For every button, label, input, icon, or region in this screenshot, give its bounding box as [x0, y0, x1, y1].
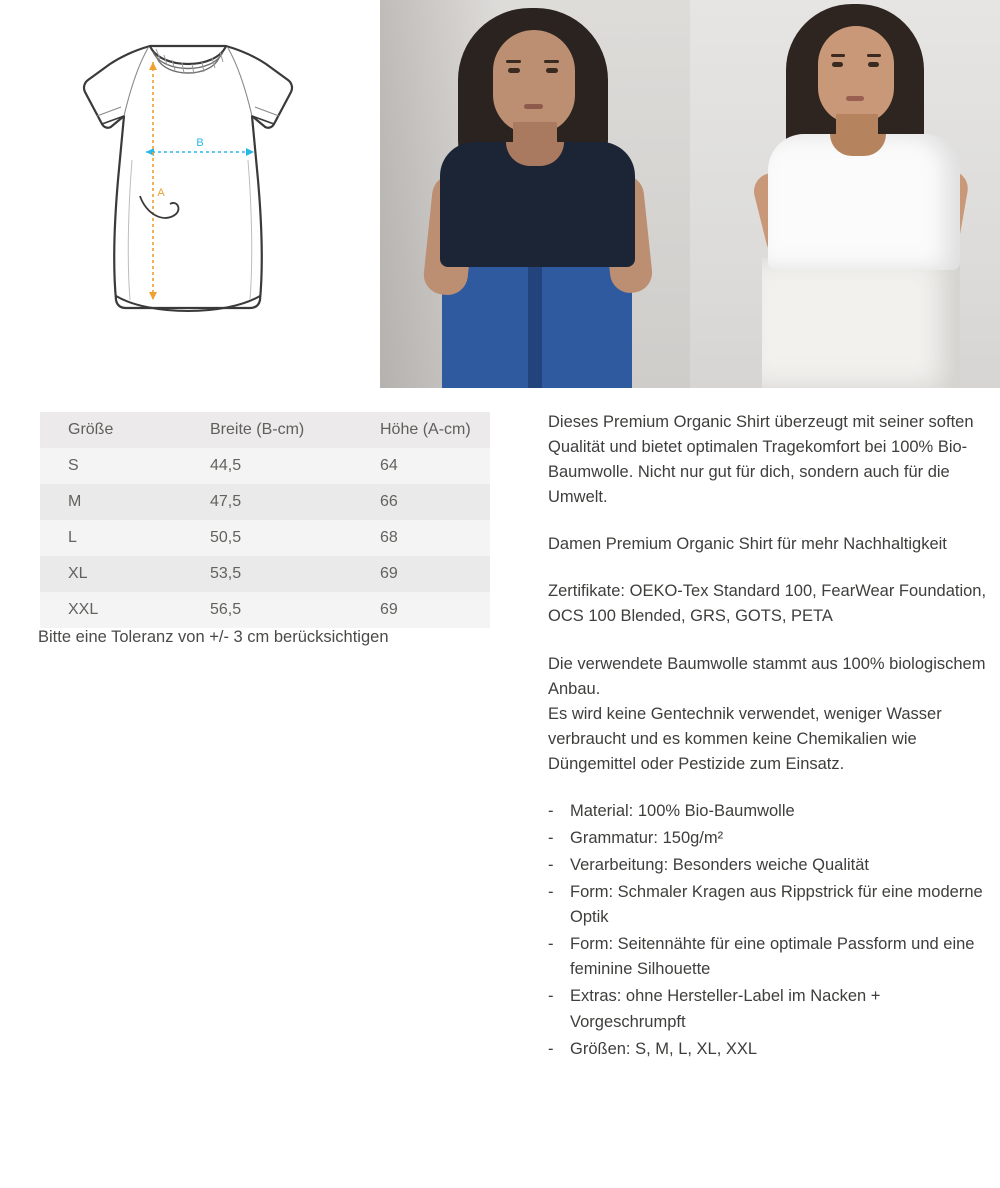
cell-size: S [68, 457, 79, 474]
measure-label-a: A [157, 187, 165, 199]
column-header-size: Größe [40, 412, 182, 448]
description-cotton-origin: Die verwendete Baumwolle stammt aus 100% biologischem Anbau. [548, 654, 986, 698]
cell-width: 56,5 [210, 601, 242, 618]
bullet-marker: - [548, 1039, 554, 1058]
table-row [40, 448, 490, 484]
description-subtitle: Damen Premium Organic Shirt für mehr Nachhaltigkeit [548, 535, 947, 554]
bullet-marker: - [548, 829, 554, 848]
list-item-label: Grammatur: 150g/m² [570, 829, 724, 848]
cell-width: 53,5 [210, 565, 242, 582]
bullet-marker: - [548, 856, 554, 875]
list-item [548, 932, 1000, 982]
media-row [0, 0, 1000, 388]
cell-size: XL [68, 565, 88, 582]
column-header-height: Höhe (A-cm) [352, 412, 490, 448]
model-photo-navy-shirt [380, 0, 690, 388]
feature-list [548, 799, 1000, 1062]
cell-size: L [68, 529, 77, 546]
column-header-width: Breite (B-cm) [182, 412, 352, 448]
cell-height: 66 [380, 493, 398, 510]
cell-size: M [68, 493, 82, 510]
bullet-marker: - [548, 935, 554, 954]
cell-width: 47,5 [210, 493, 242, 510]
technical-drawing-panel [0, 0, 380, 388]
table-row [40, 592, 490, 628]
cell-height: 69 [380, 565, 398, 582]
size-table-head [40, 412, 490, 448]
list-item-label: Extras: ohne Hersteller-Label im Nacken + Vorgeschrumpft [570, 987, 881, 1031]
list-item-label: Material: 100% Bio-Baumwolle [570, 801, 795, 820]
list-item-label: Verarbeitung: Besonders weiche Qualität [570, 856, 870, 875]
model-photo-white-shirt [690, 0, 1000, 388]
size-table [40, 412, 490, 628]
description-certificates: Zertifikate: OEKO-Tex Standard 100, FearWear Foundation, OCS 100 Blended, GRS, GOTS, PETA [548, 582, 987, 626]
product-description [548, 410, 1000, 1064]
table-header-row [40, 412, 490, 448]
table-row [40, 520, 490, 556]
table-row [40, 556, 490, 592]
cell-height: 68 [380, 529, 398, 546]
cell-height: 69 [380, 601, 398, 618]
womens-tshirt-technical-drawing-icon [0, 0, 380, 388]
description-intro: Dieses Premium Organic Shirt überzeugt mit seiner soften Qualität und bietet optimalen Tragekomfort bei 100% Bio-Baumwolle. Nicht nur gut für dich, sondern auch für die Umwelt. [548, 413, 974, 507]
list-item-label: Form: Seitennähte für eine optimale Passform und eine feminine Silhouette [570, 935, 975, 979]
cell-width: 50,5 [210, 529, 242, 546]
description-cotton-process: Es wird keine Gentechnik verwendet, weniger Wasser verbraucht und es kommen keine Chemikalien wie Düngemittel oder Pestizide zum Einsatz. [548, 704, 942, 773]
table-row [40, 484, 490, 520]
list-item [548, 853, 1000, 878]
list-item-label: Größen: S, M, L, XL, XXL [570, 1039, 758, 1058]
bullet-marker: - [548, 801, 554, 820]
cell-height: 64 [380, 457, 398, 474]
list-item [548, 826, 1000, 851]
bullet-marker: - [548, 883, 554, 902]
list-item [548, 1037, 1000, 1062]
tolerance-note: Bitte eine Toleranz von +/- 3 cm berücksichtigen [38, 628, 389, 646]
measure-label-b: B [196, 137, 204, 149]
list-item [548, 984, 1000, 1034]
list-item [548, 880, 1000, 930]
list-item-label: Form: Schmaler Kragen aus Rippstrick für eine moderne Optik [570, 883, 983, 927]
size-table-body [40, 448, 490, 628]
list-item [548, 799, 1000, 824]
cell-size: XXL [68, 601, 99, 618]
bullet-marker: - [548, 987, 554, 1006]
cell-width: 44,5 [210, 457, 242, 474]
